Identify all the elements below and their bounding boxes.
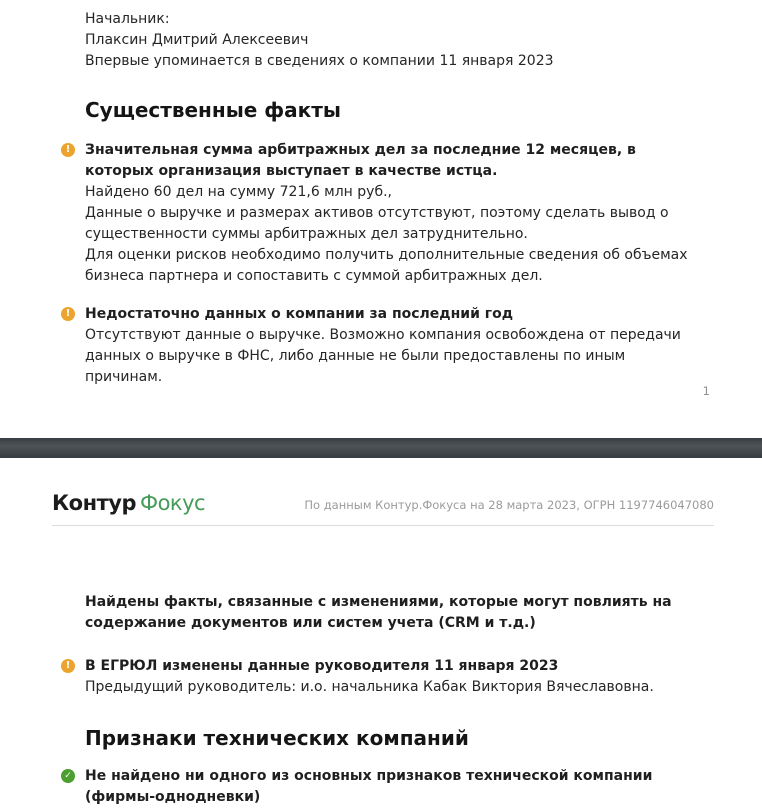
changes-intro: Найдены факты, связанные с изменениями, которые могут повлиять на содержание документов или систем учета (CRM и т.д.) — [85, 594, 672, 631]
page2-content — [64, 592, 707, 808]
fact-title: Значительная сумма арбитражных дел за последние 12 месяцев, в которых организация выступает в качестве истца. — [85, 142, 636, 179]
section-title-technical-companies: Признаки технических компаний — [85, 726, 469, 750]
fact-egrul-change — [65, 656, 707, 698]
warning-icon: ! — [61, 659, 75, 673]
supervisor-block — [85, 9, 705, 72]
fact-body-line: Найдено 60 дел на сумму 721,6 млн руб., — [85, 184, 392, 200]
warning-icon: ! — [61, 307, 75, 321]
fact-body-line: Предыдущий руководитель: и.о. начальника Кабак Виктория Вячеславовна. — [85, 679, 654, 695]
fact-no-shell-company-signs — [64, 766, 707, 808]
report-page-2 — [0, 491, 762, 805]
fact-arbitration-sum — [65, 140, 705, 287]
fact-title: Не найдено ни одного из основных признаков технической компании (фирмы-однодневки) — [85, 768, 653, 805]
report-source-note: По данным Контур.Фокуса на 28 марта 2023, ОГРН 1197746047080 — [304, 498, 714, 512]
page-break-bar — [0, 438, 762, 458]
logo-kontur-text: Контур — [52, 491, 136, 515]
fact-body-line: Отсутствуют данные о выручке. Возможно компания освобождена от передачи данных о выручке в ФНС, либо данные не были предоставлены по иным причинам. — [85, 327, 681, 385]
warning-icon: ! — [61, 143, 75, 157]
page-number: 1 — [702, 384, 710, 398]
supervisor-name: Плаксин Дмитрий Алексеевич — [85, 32, 309, 48]
logo-fokus-text: Фокус — [140, 491, 206, 515]
fact-body-line: Данные о выручке и размерах активов отсутствуют, поэтому сделать вывод о существенности суммы арбитражных дел затруднительно. — [85, 205, 669, 242]
fact-title: В ЕГРЮЛ изменены данные руководителя 11 января 2023 — [85, 658, 559, 674]
fact-insufficient-data — [65, 304, 705, 388]
supervisor-label: Начальник: — [85, 11, 170, 27]
check-icon: ✓ — [61, 769, 75, 783]
section-title-significant-facts: Существенные факты — [85, 98, 341, 122]
page2-header — [52, 491, 714, 515]
header-divider — [52, 525, 714, 526]
fact-title: Недостаточно данных о компании за последний год — [85, 306, 514, 322]
kontur-fokus-logo — [52, 491, 205, 515]
supervisor-first-mention: Впервые упоминается в сведениях о компании 11 января 2023 — [85, 53, 554, 69]
page1-content — [65, 9, 705, 388]
fact-body-line: Для оценки рисков необходимо получить дополнительные сведения об объемах бизнеса партнера и сопоставить с суммой арбитражных дел. — [85, 247, 688, 284]
